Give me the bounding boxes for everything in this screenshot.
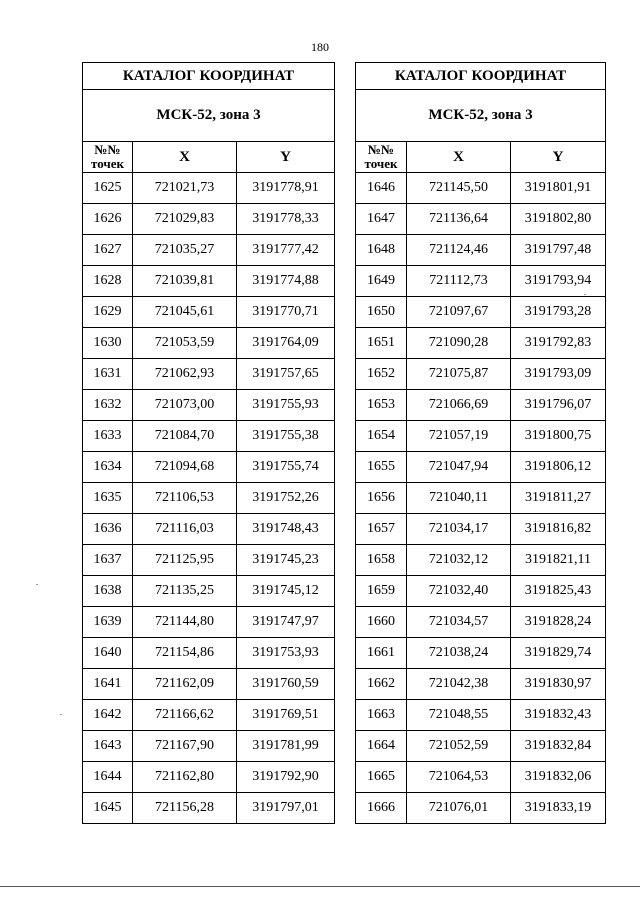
table-row — [356, 700, 606, 731]
catalog-title: КАТАЛОГ КООРДИНАТ — [83, 63, 335, 90]
y-coordinate-cell: 3191755,38 — [237, 421, 335, 452]
point-number-cell: 1630 — [83, 328, 133, 359]
table-row — [83, 483, 335, 514]
y-coordinate-cell: 3191833,19 — [511, 793, 606, 824]
table-row — [356, 328, 606, 359]
y-coordinate-cell: 3191769,51 — [237, 700, 335, 731]
column-header-y: Y — [237, 142, 335, 173]
y-coordinate-cell: 3191792,90 — [237, 762, 335, 793]
table-row — [83, 576, 335, 607]
point-number-cell: 1652 — [356, 359, 407, 390]
y-coordinate-cell: 3191793,94 — [511, 266, 606, 297]
point-number-cell: 1641 — [83, 669, 133, 700]
point-number-cell: 1631 — [83, 359, 133, 390]
point-number-cell: 1654 — [356, 421, 407, 452]
point-number-cell: 1629 — [83, 297, 133, 328]
y-coordinate-cell: 3191793,09 — [511, 359, 606, 390]
point-number-cell: 1645 — [83, 793, 133, 824]
y-coordinate-cell: 3191800,75 — [511, 421, 606, 452]
point-number-cell: 1660 — [356, 607, 407, 638]
x-coordinate-cell: 721097,67 — [407, 297, 511, 328]
table-row — [83, 235, 335, 266]
point-number-cell: 1640 — [83, 638, 133, 669]
y-coordinate-cell: 3191770,71 — [237, 297, 335, 328]
x-coordinate-cell: 721167,90 — [133, 731, 237, 762]
x-coordinate-cell: 721073,00 — [133, 390, 237, 421]
scan-speck — [584, 294, 586, 295]
point-number-cell: 1646 — [356, 173, 407, 204]
y-coordinate-cell: 3191774,88 — [237, 266, 335, 297]
point-number-cell: 1644 — [83, 762, 133, 793]
y-coordinate-cell: 3191801,91 — [511, 173, 606, 204]
point-number-cell: 1636 — [83, 514, 133, 545]
table-row — [83, 390, 335, 421]
x-coordinate-cell: 721052,59 — [407, 731, 511, 762]
table-row — [83, 638, 335, 669]
y-coordinate-cell: 3191830,97 — [511, 669, 606, 700]
point-number-cell: 1651 — [356, 328, 407, 359]
table-row — [356, 421, 606, 452]
x-coordinate-cell: 721135,25 — [133, 576, 237, 607]
y-coordinate-cell: 3191821,11 — [511, 545, 606, 576]
table-row — [83, 793, 335, 824]
point-number-cell: 1655 — [356, 452, 407, 483]
table-row — [83, 266, 335, 297]
y-coordinate-cell: 3191802,80 — [511, 204, 606, 235]
point-number-cell: 1658 — [356, 545, 407, 576]
y-coordinate-cell: 3191752,26 — [237, 483, 335, 514]
x-coordinate-cell: 721057,19 — [407, 421, 511, 452]
point-number-cell: 1627 — [83, 235, 133, 266]
table-row — [83, 359, 335, 390]
point-number-cell: 1643 — [83, 731, 133, 762]
y-coordinate-cell: 3191757,65 — [237, 359, 335, 390]
table-row — [83, 204, 335, 235]
x-coordinate-cell: 721116,03 — [133, 514, 237, 545]
x-coordinate-cell: 721047,94 — [407, 452, 511, 483]
y-coordinate-cell: 3191753,93 — [237, 638, 335, 669]
x-coordinate-cell: 721162,09 — [133, 669, 237, 700]
table-row — [83, 452, 335, 483]
point-number-cell: 1665 — [356, 762, 407, 793]
table-row — [356, 390, 606, 421]
y-coordinate-cell: 3191832,43 — [511, 700, 606, 731]
y-coordinate-cell: 3191747,97 — [237, 607, 335, 638]
table-row — [356, 483, 606, 514]
point-number-cell: 1648 — [356, 235, 407, 266]
y-coordinate-cell: 3191778,91 — [237, 173, 335, 204]
table-row — [356, 514, 606, 545]
x-coordinate-cell: 721090,28 — [407, 328, 511, 359]
table-row — [83, 297, 335, 328]
y-coordinate-cell: 3191797,01 — [237, 793, 335, 824]
y-coordinate-cell: 3191832,84 — [511, 731, 606, 762]
scan-speck — [36, 584, 38, 585]
y-coordinate-cell: 3191797,48 — [511, 235, 606, 266]
x-coordinate-cell: 721124,46 — [407, 235, 511, 266]
point-number-cell: 1639 — [83, 607, 133, 638]
x-coordinate-cell: 721032,40 — [407, 576, 511, 607]
table-row — [83, 700, 335, 731]
x-coordinate-cell: 721156,28 — [133, 793, 237, 824]
y-coordinate-cell: 3191755,74 — [237, 452, 335, 483]
table-row — [356, 638, 606, 669]
table-row — [356, 204, 606, 235]
x-coordinate-cell: 721162,80 — [133, 762, 237, 793]
x-coordinate-cell: 721045,61 — [133, 297, 237, 328]
point-number-cell: 1653 — [356, 390, 407, 421]
page-number: 180 — [311, 40, 329, 54]
table-row — [83, 545, 335, 576]
x-coordinate-cell: 721076,01 — [407, 793, 511, 824]
y-coordinate-cell: 3191745,23 — [237, 545, 335, 576]
point-number-cell: 1664 — [356, 731, 407, 762]
table-row — [83, 669, 335, 700]
y-coordinate-cell: 3191816,82 — [511, 514, 606, 545]
x-coordinate-cell: 721106,53 — [133, 483, 237, 514]
table-row — [356, 235, 606, 266]
x-coordinate-cell: 721064,53 — [407, 762, 511, 793]
point-number-cell: 1659 — [356, 576, 407, 607]
x-coordinate-cell: 721144,80 — [133, 607, 237, 638]
table-row — [356, 359, 606, 390]
table-row — [356, 297, 606, 328]
table-row — [356, 793, 606, 824]
point-number-cell: 1663 — [356, 700, 407, 731]
table-row — [356, 607, 606, 638]
x-coordinate-cell: 721136,64 — [407, 204, 511, 235]
x-coordinate-cell: 721021,73 — [133, 173, 237, 204]
catalog-title: КАТАЛОГ КООРДИНАТ — [356, 63, 606, 90]
x-coordinate-cell: 721112,73 — [407, 266, 511, 297]
x-coordinate-cell: 721066,69 — [407, 390, 511, 421]
x-coordinate-cell: 721145,50 — [407, 173, 511, 204]
point-number-cell: 1634 — [83, 452, 133, 483]
x-coordinate-cell: 721029,83 — [133, 204, 237, 235]
y-coordinate-cell: 3191832,06 — [511, 762, 606, 793]
y-coordinate-cell: 3191792,83 — [511, 328, 606, 359]
catalog-subtitle: МСК-52, зона 3 — [356, 90, 606, 142]
table-row — [83, 731, 335, 762]
coordinate-catalog-table-left — [82, 62, 335, 824]
scan-speck — [60, 714, 62, 715]
point-number-cell: 1647 — [356, 204, 407, 235]
coordinate-catalog-table-right — [355, 62, 606, 824]
x-coordinate-cell: 721040,11 — [407, 483, 511, 514]
point-number-cell: 1635 — [83, 483, 133, 514]
point-number-cell: 1661 — [356, 638, 407, 669]
y-coordinate-cell: 3191825,43 — [511, 576, 606, 607]
y-coordinate-cell: 3191760,59 — [237, 669, 335, 700]
point-number-cell: 1632 — [83, 390, 133, 421]
x-coordinate-cell: 721075,87 — [407, 359, 511, 390]
x-coordinate-cell: 721035,27 — [133, 235, 237, 266]
point-number-cell: 1642 — [83, 700, 133, 731]
column-header-point-number: №№ точек — [83, 142, 133, 173]
x-coordinate-cell: 721166,62 — [133, 700, 237, 731]
point-number-cell: 1638 — [83, 576, 133, 607]
point-number-cell: 1625 — [83, 173, 133, 204]
x-coordinate-cell: 721032,12 — [407, 545, 511, 576]
column-header-y: Y — [511, 142, 606, 173]
x-coordinate-cell: 721039,81 — [133, 266, 237, 297]
column-header-x: X — [133, 142, 237, 173]
table-row — [83, 514, 335, 545]
table-row — [83, 762, 335, 793]
table-row — [83, 607, 335, 638]
y-coordinate-cell: 3191745,12 — [237, 576, 335, 607]
table-row — [356, 545, 606, 576]
point-number-cell: 1662 — [356, 669, 407, 700]
y-coordinate-cell: 3191777,42 — [237, 235, 335, 266]
point-number-cell: 1666 — [356, 793, 407, 824]
point-number-cell: 1633 — [83, 421, 133, 452]
y-coordinate-cell: 3191764,09 — [237, 328, 335, 359]
point-number-cell: 1657 — [356, 514, 407, 545]
table-row — [83, 421, 335, 452]
y-coordinate-cell: 3191811,27 — [511, 483, 606, 514]
point-number-cell: 1650 — [356, 297, 407, 328]
x-coordinate-cell: 721034,57 — [407, 607, 511, 638]
x-coordinate-cell: 721154,86 — [133, 638, 237, 669]
x-coordinate-cell: 721038,24 — [407, 638, 511, 669]
y-coordinate-cell: 3191828,24 — [511, 607, 606, 638]
table-row — [356, 576, 606, 607]
x-coordinate-cell: 721053,59 — [133, 328, 237, 359]
table-row — [83, 328, 335, 359]
y-coordinate-cell: 3191755,93 — [237, 390, 335, 421]
y-coordinate-cell: 3191796,07 — [511, 390, 606, 421]
table-row — [356, 762, 606, 793]
x-coordinate-cell: 721042,38 — [407, 669, 511, 700]
table-row — [356, 452, 606, 483]
point-number-cell: 1628 — [83, 266, 133, 297]
y-coordinate-cell: 3191781,99 — [237, 731, 335, 762]
y-coordinate-cell: 3191748,43 — [237, 514, 335, 545]
catalog-subtitle: МСК-52, зона 3 — [83, 90, 335, 142]
x-coordinate-cell: 721062,93 — [133, 359, 237, 390]
point-number-cell: 1649 — [356, 266, 407, 297]
table-row — [356, 669, 606, 700]
x-coordinate-cell: 721034,17 — [407, 514, 511, 545]
point-number-cell: 1656 — [356, 483, 407, 514]
y-coordinate-cell: 3191778,33 — [237, 204, 335, 235]
y-coordinate-cell: 3191829,74 — [511, 638, 606, 669]
x-coordinate-cell: 721094,68 — [133, 452, 237, 483]
column-header-x: X — [407, 142, 511, 173]
point-number-cell: 1637 — [83, 545, 133, 576]
y-coordinate-cell: 3191806,12 — [511, 452, 606, 483]
table-row — [356, 173, 606, 204]
x-coordinate-cell: 721084,70 — [133, 421, 237, 452]
y-coordinate-cell: 3191793,28 — [511, 297, 606, 328]
page-bottom-rule — [0, 886, 640, 887]
table-row — [356, 266, 606, 297]
point-number-cell: 1626 — [83, 204, 133, 235]
x-coordinate-cell: 721125,95 — [133, 545, 237, 576]
table-row — [356, 731, 606, 762]
x-coordinate-cell: 721048,55 — [407, 700, 511, 731]
column-header-point-number: №№ точек — [356, 142, 407, 173]
table-row — [83, 173, 335, 204]
